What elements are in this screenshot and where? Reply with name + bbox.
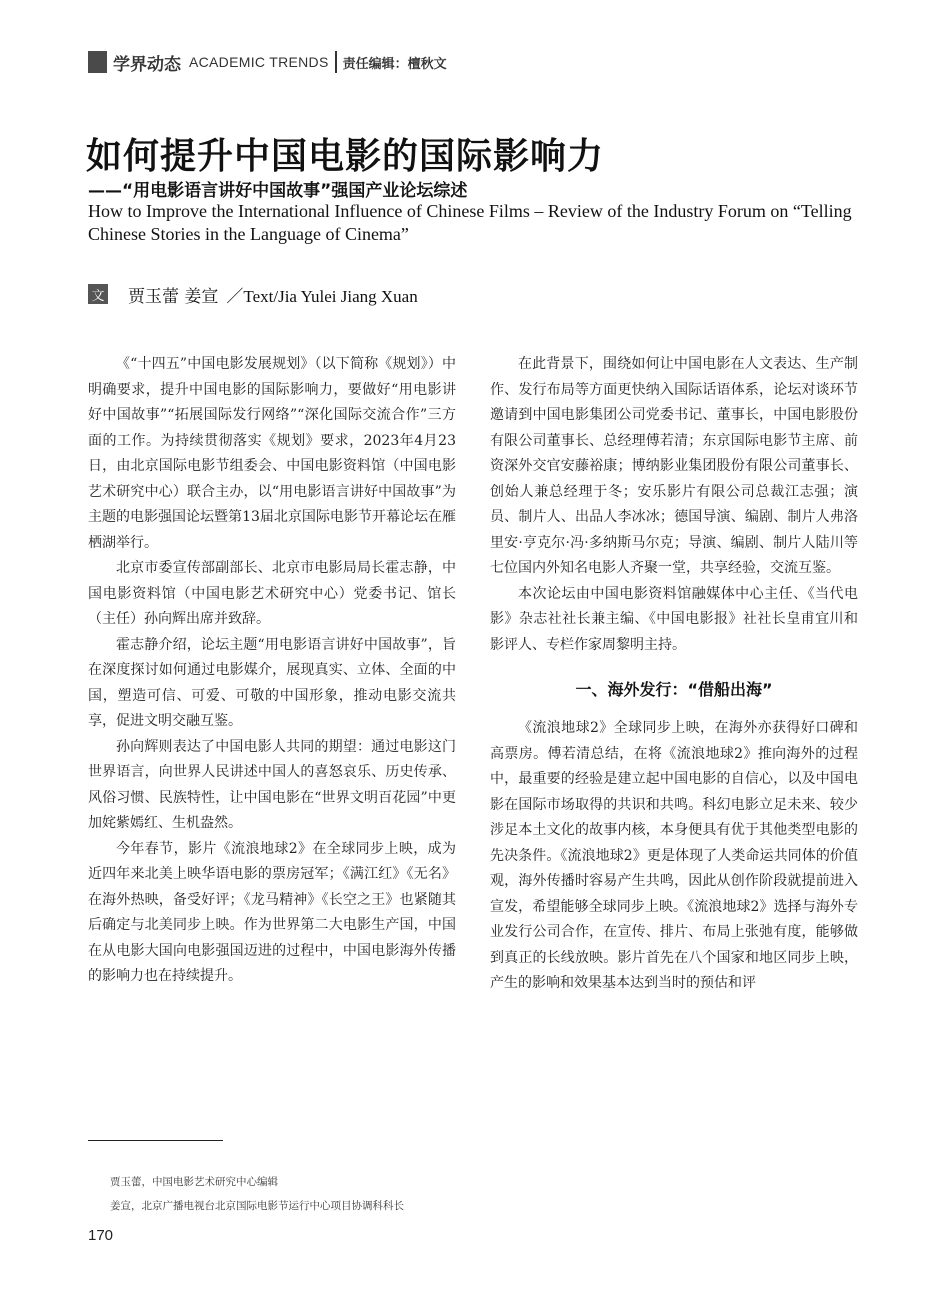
paragraph: 北京市委宣传部副部长、北京市电影局局长霍志静，中国电影资料馆（中国电影艺术研究中心）党委书记、馆长（主任）孙向辉出席并致辞。 xyxy=(88,560,456,627)
footnote: 贾玉蕾，中国电影艺术研究中心编辑 xyxy=(110,1176,278,1188)
section-marker-block xyxy=(88,51,107,73)
section-name-cn: 学界动态 xyxy=(113,54,181,75)
text-marker-icon: 文 xyxy=(88,284,108,304)
paragraph: 《流浪地球2》全球同步上映，在海外亦获得好口碑和高票房。傅若清总结，在将《流浪地球2》推向海外的过程中，最重要的经验是建立起中国电影的自信心，以及中国电影在国际市场取得的共识和共鸣。科幻电影立足未来、较少涉足本土文化的故事内核，本身便具有优于其他类型电影的先决条件。《流浪地球2》更是体现了人类命运共同体的价值观，海外传播时容易产生共鸣，因此从创作阶段就提前进入宣发，希望能够全球同步上映。《流浪地球2》选择与海外专业发行公司合作，在宣传、排片、布局上张弛有度，能够做到真正的长线放映。影片首先在八个国家和地区同步上映，产生的影响和效果基本达到当时的预估和评 xyxy=(490,720,858,991)
paragraph: 今年春节，影片《流浪地球2》在全球同步上映，成为近四年来北美上映华语电影的票房冠军；《满江红》《无名》在海外热映，备受好评；《龙马精神》《长空之王》也紧随其后确定与北美同步上映。作为世界第二大电影生产国，中国在从电影大国向电影强国迈进的过程中，中国电影海外传播的影响力也在持续提升。 xyxy=(88,840,456,984)
footnote-rule xyxy=(88,1140,223,1141)
byline xyxy=(88,282,418,306)
responsible-editor: 责任编辑：檀秋文 xyxy=(342,56,447,72)
paragraph: 孙向辉则表达了中国电影人共同的期望：通过电影这门世界语言，向世界人民讲述中国人的喜怒哀乐、历史传承、风俗习惯、民族特性，让中国电影在“世界文明百花园”中更加姹紫嫣红、生机盎然。 xyxy=(88,738,456,831)
section-name-en: ACADEMIC TRENDS xyxy=(189,54,329,70)
right-column xyxy=(490,352,858,997)
section-header xyxy=(88,50,447,74)
header-divider xyxy=(335,51,337,73)
footnote: 姜宣，北京广播电视台北京国际电影节运行中心项目协调科科长 xyxy=(110,1200,404,1212)
page-number: 170 xyxy=(88,1227,114,1244)
left-column xyxy=(88,352,456,990)
paragraph: 本次论坛由中国电影资料馆融媒体中心主任、《当代电影》杂志社社长兼主编、《中国电影报》社社长皇甫宜川和影评人、专栏作家周黎明主持。 xyxy=(490,585,858,653)
paragraph: 《“十四五”中国电影发展规划》（以下简称《规划》）中明确要求，提升中国电影的国际影响力，要做好“用电影讲好中国故事”“拓展国际发行网络”“深化国际交流合作”三方面的工作。为持续贯彻落实《规划》要求，2023年4月23日，由北京国际电影节组委会、中国电影资料馆（中国电影艺术研究中心）联合主办，以“用电影语言讲好中国故事”为主题的电影强国论坛暨第13届北京国际电影节开幕论坛在雁栖湖举行。 xyxy=(88,356,456,551)
footnotes xyxy=(110,1170,404,1218)
paragraph: 霍志静介绍，论坛主题“用电影语言讲好中国故事”，旨在深度探讨如何通过电影媒介，展现真实、立体、全面的中国，塑造可信、可爱、可敬的中国形象，推动电影交流共享，促进文明交融互鉴。 xyxy=(88,636,456,729)
article-subtitle: ——“用电影语言讲好中国故事”强国产业论坛综述 xyxy=(88,181,468,201)
section-heading: 一、海外发行：“借船出海” xyxy=(575,680,773,699)
authors: 贾玉蕾 姜宣 xyxy=(128,286,219,307)
article-title-english: How to Improve the International Influence of Chinese Films – Review of the Industry Forum on “Telling Chinese Stories in the Language of Cinema” xyxy=(88,201,852,244)
article-title: 如何提升中国电影的国际影响力 xyxy=(86,136,605,177)
paragraph: 在此背景下，围绕如何让中国电影在人文表达、生产制作、发行布局等方面更快纳入国际话语体系，论坛对谈环节邀请到中国电影集团公司党委书记、董事长，中国电影股份有限公司董事长、总经理傅若清；东京国际电影节主席、前资深外交官安藤裕康；博纳影业集团股份有限公司董事长、创始人兼总经理于冬；安乐影片有限公司总裁江志强；演员、制片人、出品人李冰冰；德国导演、编剧、制片人弗洛里安·亨克尔·冯·多纳斯马尔克；导演、编剧、制片人陆川等七位国内外知名电影人齐聚一堂，共享经验，交流互鉴。 xyxy=(490,356,858,576)
authors-english: ／Text/Jia Yulei Jiang Xuan xyxy=(226,286,418,306)
